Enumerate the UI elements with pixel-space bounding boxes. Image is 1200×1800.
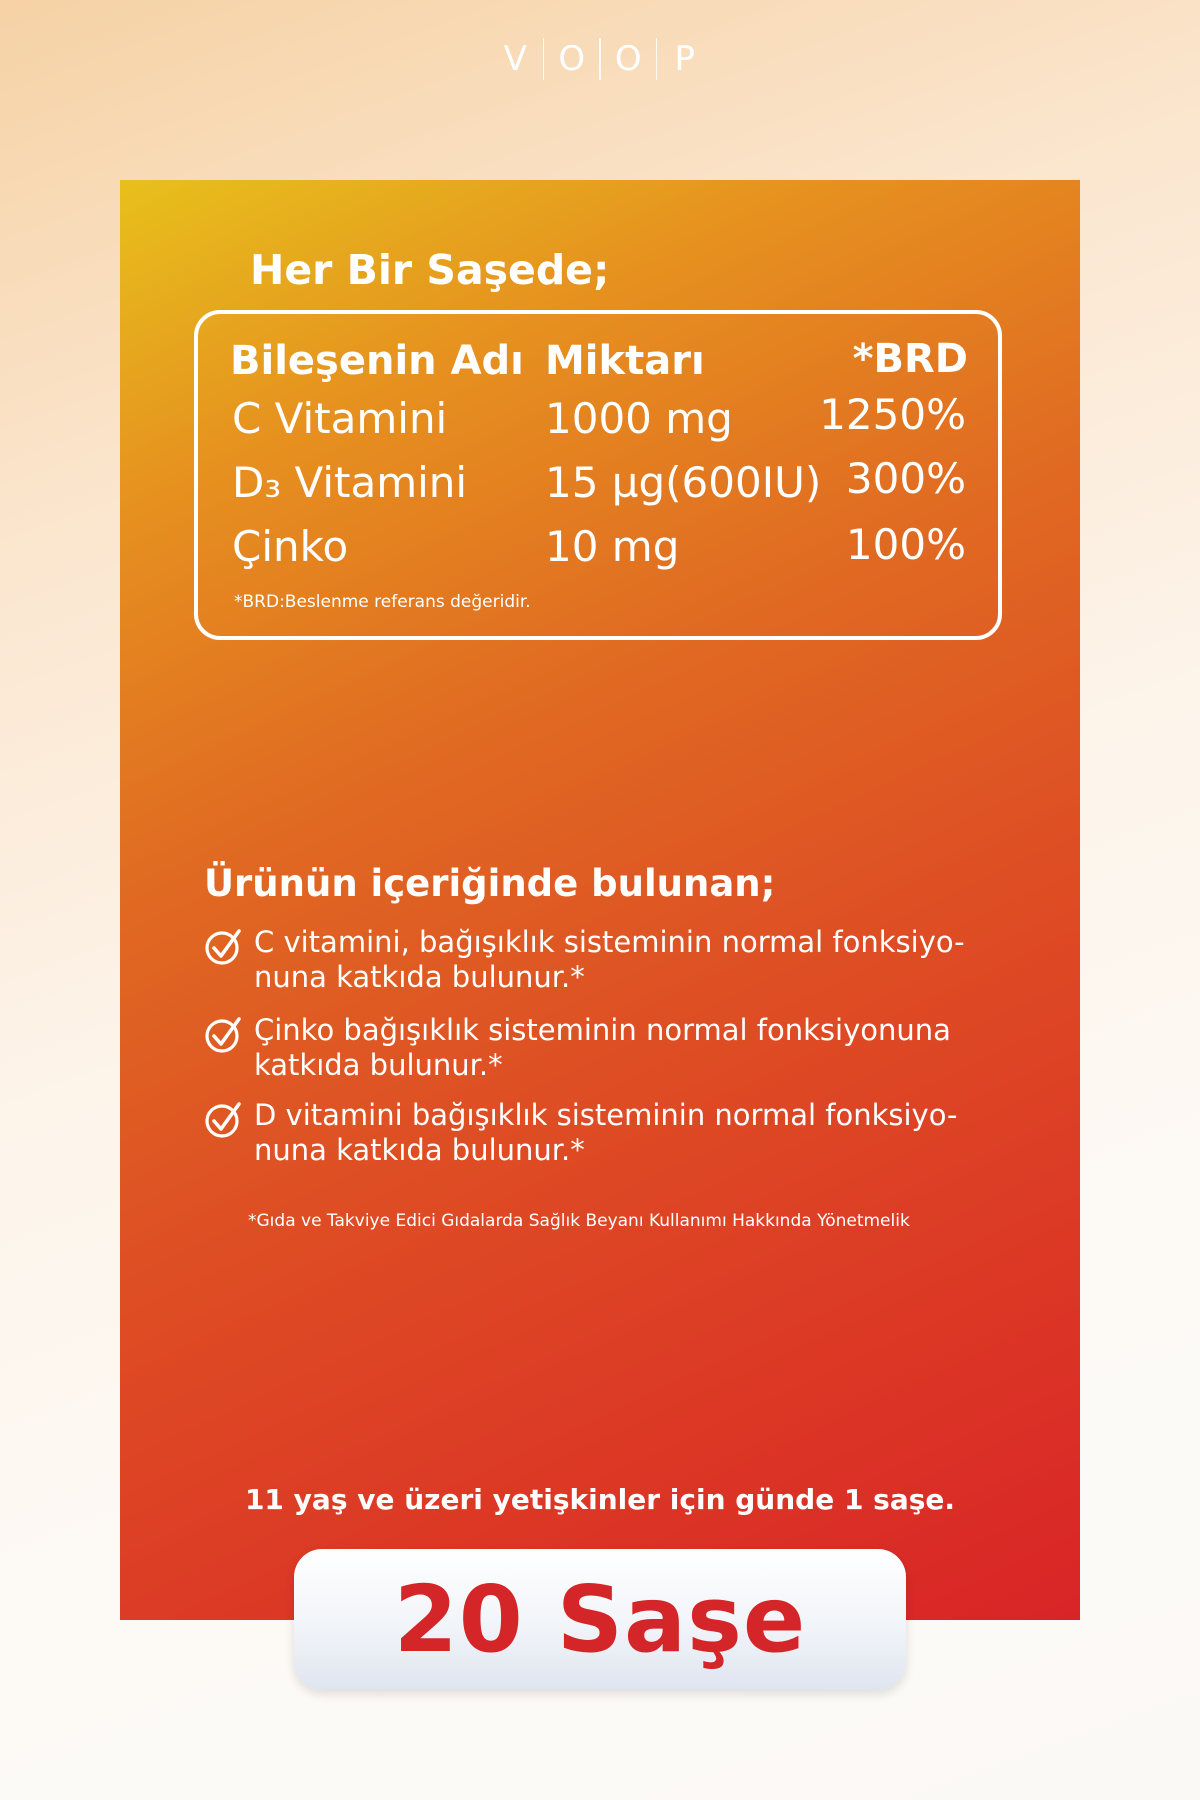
header-amount: Miktarı xyxy=(545,338,705,384)
check-circle-icon xyxy=(204,927,244,967)
dosage-instruction: 11 yaş ve üzeri yetişkinler için günde 1 saşe. xyxy=(244,1483,956,1516)
check-circle-icon xyxy=(204,1015,244,1055)
benefit-item xyxy=(204,1013,1004,1083)
brand-divider xyxy=(656,38,658,80)
nutrition-table xyxy=(194,310,1002,640)
header-brd: *BRD xyxy=(852,336,968,382)
row-amount: 15 µg(600IU) xyxy=(545,458,822,507)
sachet-count-label: 20 Saşe xyxy=(393,1566,807,1673)
row-name: Çinko xyxy=(232,522,349,571)
brand-letter: V xyxy=(503,39,527,79)
brand-letter: O xyxy=(558,39,586,79)
row-name: D₃ Vitamini xyxy=(232,458,468,507)
check-circle-icon xyxy=(204,1100,244,1140)
row-amount: 1000 mg xyxy=(545,394,733,443)
row-amount: 10 mg xyxy=(545,522,680,571)
row-brd: 1250% xyxy=(819,390,966,439)
benefit-text: C vitamini, bağışıklık sisteminin normal fonksiyo-nuna katkıda bulunur.* xyxy=(254,925,965,994)
benefit-text: D vitamini bağışıklık sisteminin normal fonksiyo-nuna katkıda bulunur.* xyxy=(254,1098,958,1167)
row-name: C Vitamini xyxy=(232,394,448,443)
panel-title: Her Bir Saşede; xyxy=(250,246,610,294)
brd-footnote: *BRD:Beslenme referans değeridir. xyxy=(234,592,531,612)
benefits-title: Ürünün içeriğinde bulunan; xyxy=(204,862,776,905)
row-brd: 300% xyxy=(845,454,966,503)
regulation-footnote: *Gıda ve Takviye Edici Gıdalarda Sağlık Beyanı Kullanımı Hakkında Yönetmelik xyxy=(248,1211,910,1231)
benefit-text: Çinko bağışıklık sisteminin normal fonksiyonuna katkıda bulunur.* xyxy=(254,1013,951,1082)
benefit-item xyxy=(204,925,1004,995)
brand-letter: P xyxy=(674,39,695,79)
product-info-panel xyxy=(120,180,1080,1620)
header-ingredient-name: Bileşenin Adı xyxy=(230,338,524,384)
brand-divider xyxy=(599,38,601,80)
brand-letter: O xyxy=(614,39,642,79)
row-brd: 100% xyxy=(845,520,966,569)
brand-divider xyxy=(543,38,545,80)
benefit-item xyxy=(204,1098,1004,1168)
brand-logo xyxy=(0,38,1200,80)
sachet-count-badge xyxy=(294,1549,906,1690)
